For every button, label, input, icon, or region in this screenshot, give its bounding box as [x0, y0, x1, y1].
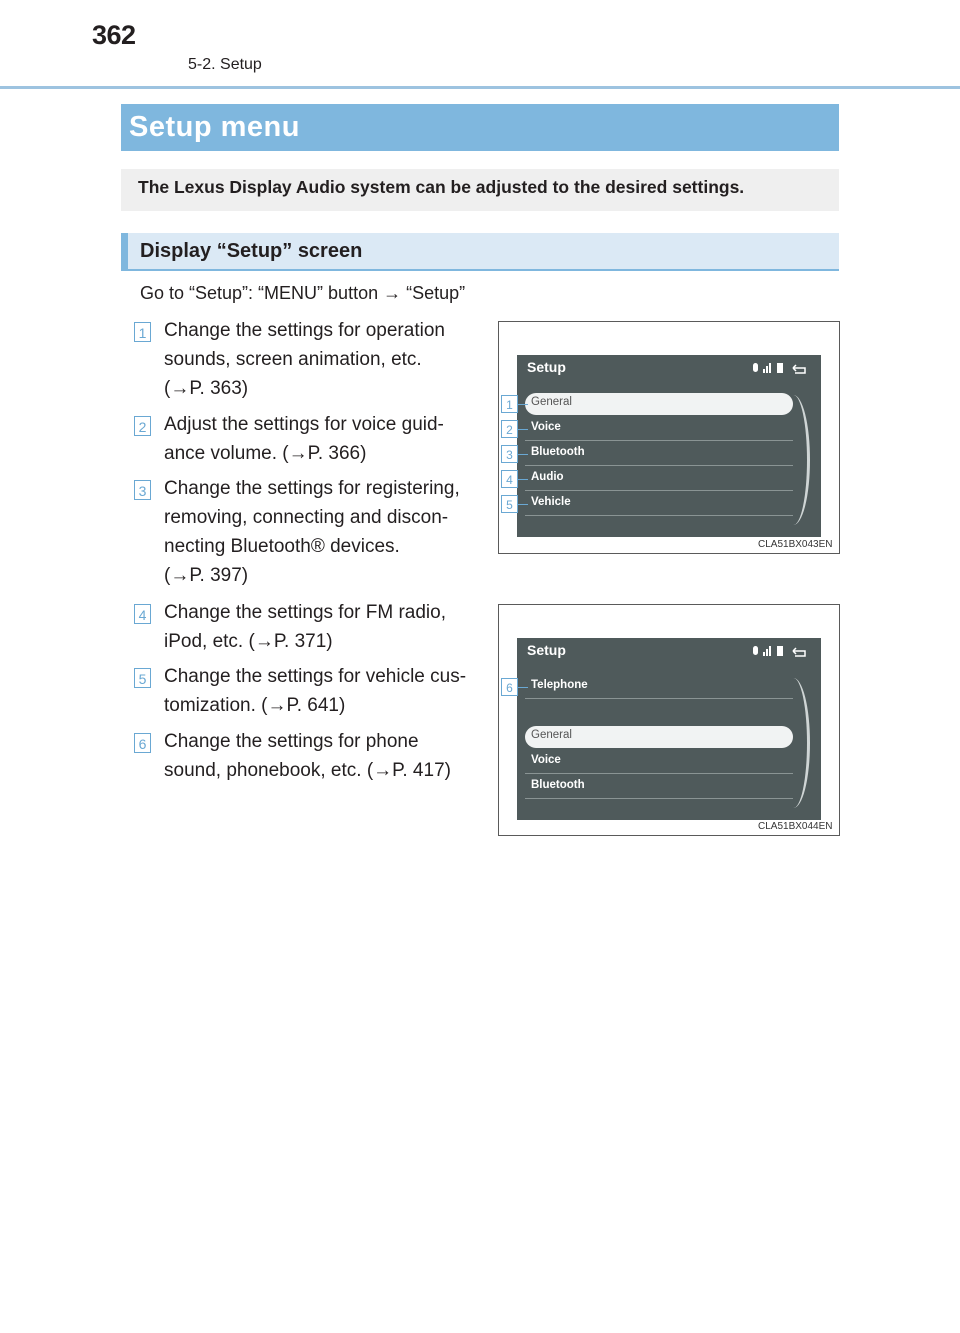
- page-title: Setup menu: [129, 111, 300, 143]
- section-title: 5-2. Setup: [188, 56, 262, 73]
- page-number: 362: [92, 20, 136, 50]
- item-5: [164, 662, 480, 720]
- menu-item-bluetooth[interactable]: [525, 776, 793, 799]
- callout-line: [518, 687, 528, 688]
- item-6: [164, 727, 480, 785]
- menu-item-bluetooth[interactable]: [525, 443, 793, 466]
- header-divider: [0, 86, 960, 89]
- callout-1: 1: [501, 395, 518, 413]
- item-3-line: necting Bluetooth® devices.: [164, 536, 400, 557]
- menu-item-voice[interactable]: [525, 751, 793, 774]
- item-1-line: sounds, screen animation, etc.: [164, 349, 422, 370]
- menu-item-label: General: [531, 729, 572, 741]
- status-icons: [751, 644, 815, 658]
- item-3-line: (→P. 397): [164, 565, 249, 586]
- item-6-line: Change the settings for phone: [164, 731, 419, 752]
- item-4: [164, 598, 480, 656]
- battery-icon: [777, 363, 783, 373]
- item-number-3: 3: [134, 480, 151, 500]
- item-1-line: (→P. 363): [164, 378, 249, 399]
- item-4-line: Change the settings for FM radio,: [164, 602, 446, 623]
- callout-2: 2: [501, 420, 518, 438]
- screen-title: Setup: [527, 359, 566, 375]
- callout-4: 4: [501, 470, 518, 488]
- goto-instruction: Go to “Setup”: “MENU” button → “Setup”: [140, 283, 466, 303]
- item-6-line: sound, phonebook, etc. (→P. 417): [164, 760, 451, 781]
- signal-icon: [763, 369, 765, 373]
- menu-item-label: Voice: [531, 421, 561, 433]
- callout-line: [518, 454, 528, 455]
- menu-item-voice[interactable]: [525, 418, 793, 441]
- status-icons: [751, 361, 815, 375]
- item-2: [164, 410, 480, 468]
- menu-item-label: Telephone: [531, 679, 588, 691]
- item-number-5: 5: [134, 668, 151, 688]
- subsection-title: Display “Setup” screen: [140, 240, 363, 262]
- item-number-2: 2: [134, 416, 151, 436]
- callout-line: [518, 404, 528, 405]
- item-number-1: 1: [134, 322, 151, 342]
- setup-screen-2: [517, 638, 821, 820]
- item-number-6: 6: [134, 733, 151, 753]
- menu-item-label: General: [531, 396, 572, 408]
- menu-item-label: Voice: [531, 754, 561, 766]
- microphone-icon: [753, 646, 758, 655]
- signal-icon: [763, 652, 765, 656]
- item-number-4: 4: [134, 604, 151, 624]
- item-5-line: tomization. (→P. 641): [164, 695, 346, 716]
- setup-screenshot-1: [498, 321, 840, 554]
- scroll-arc: [777, 678, 810, 808]
- image-code: CLA51BX044EN: [758, 821, 833, 832]
- setup-screen-1: [517, 355, 821, 537]
- menu-item-telephone[interactable]: [525, 676, 793, 699]
- menu-item-label: Vehicle: [531, 496, 571, 508]
- callout-line: [518, 479, 528, 480]
- intro-text: The Lexus Display Audio system can be adjusted to the desired settings.: [138, 177, 745, 197]
- menu-item-general[interactable]: [525, 393, 793, 415]
- menu-item-label: Audio: [531, 471, 564, 483]
- setup-screenshot-2: [498, 604, 840, 836]
- item-3-line: Change the settings for registering,: [164, 478, 460, 499]
- callout-6: 6: [501, 678, 518, 696]
- item-2-line: ance volume. (→P. 366): [164, 443, 367, 464]
- callout-line: [518, 504, 528, 505]
- item-3-line: removing, connecting and discon-: [164, 507, 449, 528]
- scroll-arc: [777, 395, 810, 525]
- screen-title: Setup: [527, 642, 566, 658]
- item-1: [164, 316, 480, 403]
- item-4-line: iPod, etc. (→P. 371): [164, 631, 333, 652]
- image-code: CLA51BX043EN: [758, 539, 833, 550]
- menu-item-vehicle[interactable]: [525, 493, 793, 516]
- callout-5: 5: [501, 495, 518, 513]
- item-3: [164, 474, 480, 590]
- item-1-line: Change the settings for operation: [164, 320, 445, 341]
- menu-item-general[interactable]: [525, 726, 793, 748]
- battery-icon: [777, 646, 783, 656]
- subsection-accent: [121, 233, 128, 271]
- callout-line: [518, 429, 528, 430]
- item-5-line: Change the settings for vehicle cus-: [164, 666, 467, 687]
- callout-3: 3: [501, 445, 518, 463]
- menu-item-label: Bluetooth: [531, 779, 585, 791]
- item-2-line: Adjust the settings for voice guid-: [164, 414, 444, 435]
- menu-item-label: Bluetooth: [531, 446, 585, 458]
- menu-item-audio[interactable]: [525, 468, 793, 491]
- microphone-icon: [753, 363, 758, 372]
